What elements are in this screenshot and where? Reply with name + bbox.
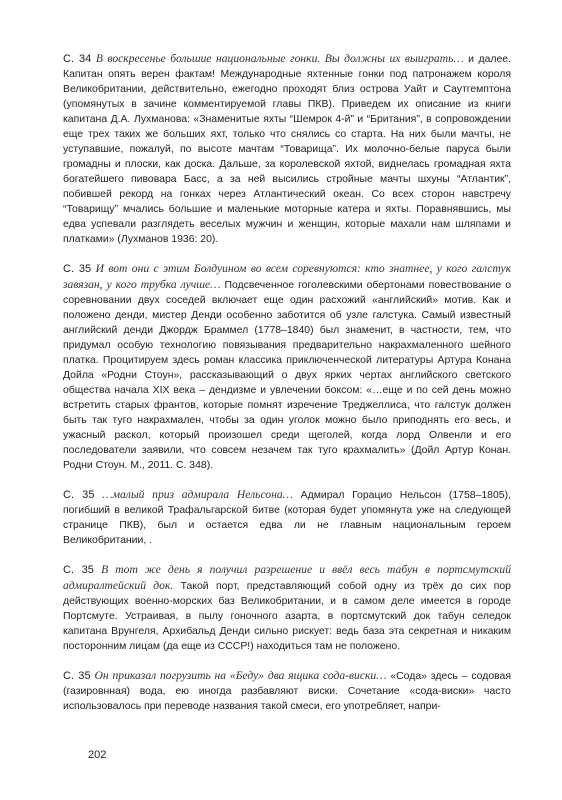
page-reference: С. 35: [63, 489, 95, 501]
commentary-entry: [63, 261, 511, 473]
page-reference: С. 35: [63, 670, 91, 682]
page-reference: С. 34: [63, 53, 92, 65]
commentary-body: [63, 51, 511, 728]
commentary-entry: [63, 668, 511, 714]
quoted-passage: В воскресенье большие национальные гонки. Вы должны их выиграть…: [95, 52, 464, 65]
commentary-entry: [63, 51, 511, 247]
commentary-text: и далее. Капитан опять верен фактам! Международные яхтенные гонки под патронажем короля Великобритании, действительно, ежегодно проходят близ острова Уайт и Саутгемптона (упомянутых в зачине комментируемой главы ПКВ). Приведем их описание из книги капитана Д.А. Лухманова: «Знаменитые яхты “Шемрок 4-й” и “Британия”, в сопровождении еще трех таких же больших яхт, только что снялись со старта. На них были мачты, не уступавшие, пожалуй, по высоте мачтам “Товарища”. Их молочно-белые паруса были громадны и плоски, как доска. Дальше, за королевской яхтой, виднелась громадная яхта богатейшего пивовара Басс, а за ней высились стройные мачты шхуны “Атлантик”, побившей рекорд на гонках через Атлантический океан. Со всех сторон навстречу “Товарищу” мчались большие и маленькие моторные катера и яхты. Поравнявшись, мы едва успевали разглядеть веселых мужчин и женщин, которые махали нам шляпами и платками» (Лухманов 1936: 20).: [63, 54, 511, 245]
page-reference: С. 35: [63, 564, 94, 576]
quoted-passage: …малый приз адмирала Нельсона…: [102, 488, 293, 501]
quoted-passage: Он приказал погрузить на «Беду» два ящика сода-виски…: [94, 669, 387, 682]
commentary-text: Такой порт, представляющий собой одну из трёх до сих пор действующих военно-морских баз Великобритании, и в самом деле имеется в городе Портсмуте. Устраивая, в пылу гоночного азарта, в портсмутский док табун селедок капитана Врунгеля, Архибальд Денди сильно рискует: ведь база эта секретная и никаким посторонним лицам (да еще из СССР!) находиться там не положено.: [63, 581, 511, 652]
commentary-text: Подсвеченное гоголевскими обертонами повествование о соревновании двух соседей включает еще один расхожий «английский» мотив. Как и положено денди, мистер Денди особенно заботится об узле галстука. Самый известный английский денди Джордж Браммел (1778–1840) был знаменит, в частности, тем, что придумал особую технологию повязывания предварительно накрахмаленного шейного платка. Процитируем здесь роман классика приключенческой литературы Артура Конана Дойла «Родни Стоун», рассказывающий о двух ярких чертах английского светского общества начала XIX века – дендизме и увлечении боксом: «…еще и по сей день можно встретить старых франтов, которые помнят изречение Треджеллиса, что галстук должен быть так туго накрахмален, чтобы за один уголок можно было приподнять его весь, и ужасный раскол, который произошел среди щеголей, когда лорд Олвенли и его последователи заявили, что совсем незачем так туго крахмалить» (Дойл Артур Конан. Родни Стоун. М., 2011. С. 348).: [63, 280, 511, 471]
commentary-entry: [63, 487, 511, 548]
quoted-passage: И вот они с этим Болдуином во всем соревнуются: кто знатнее, у кого галстук завязан, у кого трубка лучше…: [63, 262, 512, 291]
commentary-text: Адмирал Горацио Нельсон (1758–1805), погибший в великой Трафальгарской битве (которая будет упомянута уже на следующей странице ПКВ), был и остается едва ли не главным национальным героем Великобритании, .: [63, 490, 511, 546]
quoted-passage: В тот же день я получил разрешение и ввёл весь табун в портсмутский адмиралтейский док.: [63, 563, 511, 592]
commentary-entry: [63, 562, 511, 654]
commentary-text: «Сода» здесь – содовая (газировнная) вода, ею иногда разбавляют виски. Сочетание «сода-виски» часто использовалось при переводе названия такой смеси, его употребляет, напри-: [63, 671, 512, 712]
page-reference: С. 35: [63, 263, 92, 275]
page-number: 202: [88, 749, 107, 761]
